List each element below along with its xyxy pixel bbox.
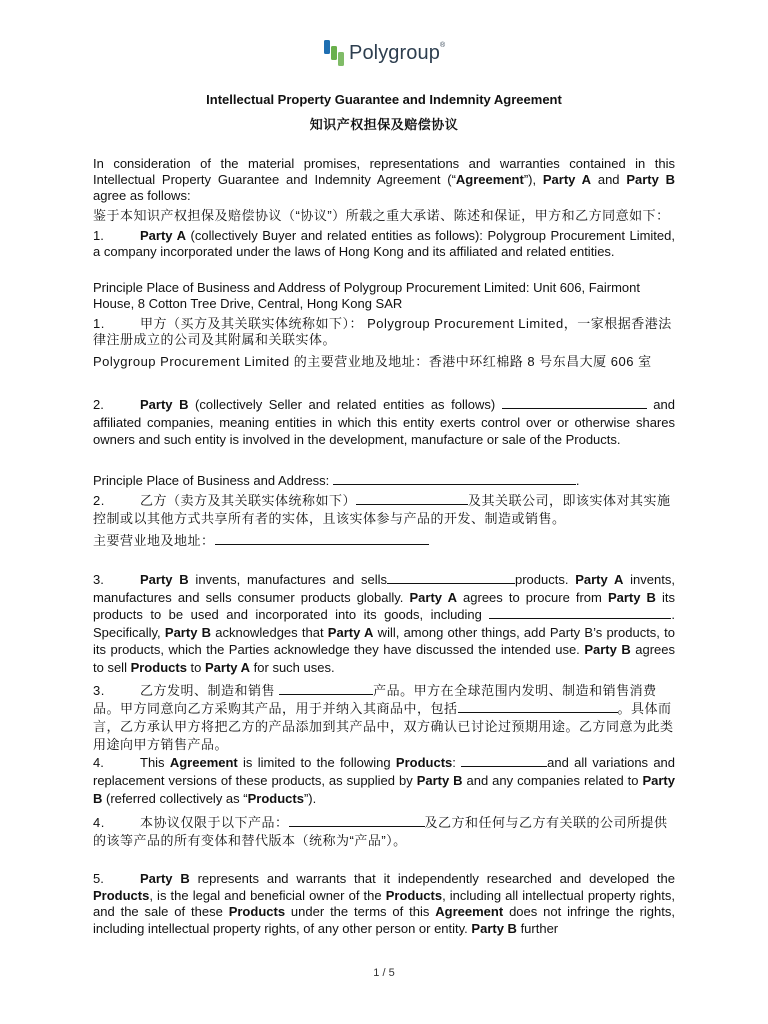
goods-blank-cn [458, 700, 618, 713]
document-title-cn: 知识产权担保及赔偿协议 [309, 117, 459, 132]
logo-text: Polygroup® [349, 41, 446, 64]
section-3-cn: 3. 乙方发明、制造和销售 产品。甲方在全球范围内发明、制造和销售消费品。甲方同意向乙方采购其产品，用于并纳入其商品中，包括 。具体而言，乙方承认甲方将把乙方的产品添加到其产品中，双方确认已讨论过预期用途。乙方同意为此类用途向甲方销售产品。 [93, 683, 674, 752]
products-blank [387, 571, 515, 584]
seller-address-blank [333, 472, 576, 485]
intro-paragraph-cn: 鉴于本知识产权担保及赔偿协议（“协议”）所载之重大承诺、陈述和保证，甲方和乙方同意如下： [93, 208, 670, 223]
polygroup-logo [323, 36, 445, 70]
section-1: 1. Party A (collectively Buyer and related entities as follows): Polygroup Procurement Limited, a company incorporated under the laws of Hong Kong and its affiliated and related entities. [93, 228, 675, 259]
seller-name-blank [502, 396, 647, 409]
page-number: 1 / 5 [373, 967, 395, 979]
intro-paragraph: In consideration of the material promises, representations and warranties contained in this Intellectual Property Guarantee and Indemnity Agreement (“Agreement”), Party A and Party B agree as follows: [93, 156, 675, 203]
document-title: Intellectual Property Guarantee and Indemnity Agreement [206, 92, 562, 107]
section-1-address-cn: Polygroup Procurement Limited 的主要营业地及地址：香港中环红棉路 8 号东昌大厦 606 室 [93, 354, 652, 369]
section-2: 2. Party B (collectively Seller and related entities as follows) and affiliated companies, meaning entities in which this entity exerts control over or otherwise shares owners and such entity is involved in the development, manufacture or sale of the Products. [93, 397, 675, 447]
polygroup-logo-mark-icon [323, 36, 345, 70]
section-2-address: Principle Place of Business and Address: . [93, 473, 580, 488]
goods-blank [489, 606, 671, 619]
section-4: 4. This Agreement is limited to the following Products: and all variations and replacement versions of these products, as supplied by Party B and any companies related to Party B (referred collectively as “Products”). [93, 755, 676, 806]
seller-name-blank-cn [356, 492, 468, 505]
section-5: 5. Party B represents and warrants that it independently researched and developed the Products, is the legal and beneficial owner of the Products, including all intellectual property rights, and the sale of these Products under the terms of this Agreement does not infringe the rights, including intellectual property rights, of any other person or entity. Party B further [93, 871, 676, 936]
seller-address-blank-cn [215, 532, 429, 545]
limited-products-blank [461, 754, 547, 767]
products-blank-cn [279, 682, 373, 695]
section-1-cn: 1. 甲方（买方及其关联实体统称如下）： Polygroup Procurement Limited，一家根据香港法律注册成立的公司及其附属和关联实体。 [93, 316, 672, 347]
section-1-address: Principle Place of Business and Address of Polygroup Procurement Limited: Unit 606, Fairmont House, 8 Cotton Tree Drive, Central, Hong Kong SAR [93, 280, 640, 311]
section-2-cn: 2. 乙方（卖方及其关联实体统称如下） 及其关联公司，即该实体对其实施控制或以其他方式共享所有者的实体，且该实体参与产品的开发、制造或销售。 [93, 493, 671, 526]
limited-products-blank-cn [289, 814, 425, 827]
section-3: 3. Party B invents, manufactures and sells products. Party A invents, manufactures and sells consumer products globally. Party A agrees to procure from Party B its products to be used and incorporated into its goods, including . Specifically, Party B acknowledges that Party A will, among other things, add Party B’s products, to its products, which the Parties acknowledge they have discussed the intended use. Party B agrees to sell Products to Party A for such uses. [93, 572, 675, 675]
section-2-address-cn: 主要营业地及地址： [93, 532, 675, 549]
section-4-cn: 4. 本协议仅限于以下产品： 及乙方和任何与乙方有关联的公司所提供的该等产品的所有变体和替代版本（统称为“产品”）。 [93, 815, 668, 848]
